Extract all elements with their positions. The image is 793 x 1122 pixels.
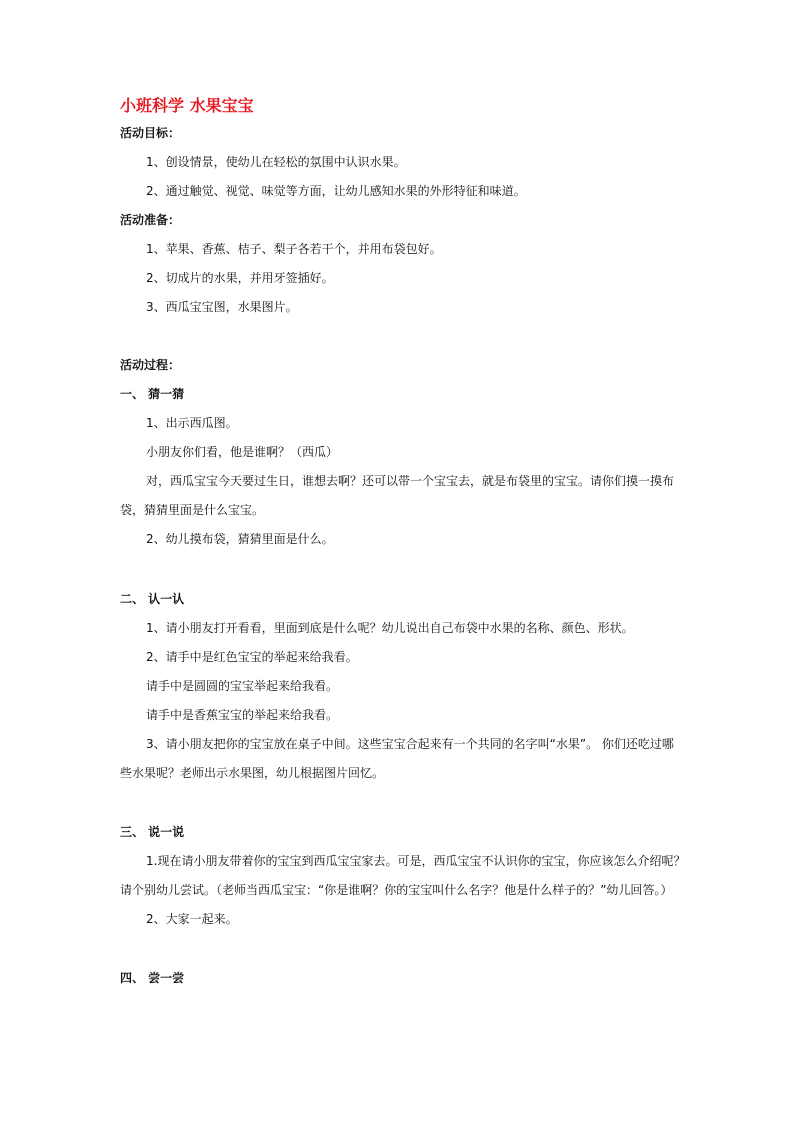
paragraph: 3、请小朋友把你的宝宝放在桌子中间。这些宝宝合起来有一个共同的名字叫“水果”。 你们还吃过哪 — [146, 737, 674, 751]
goals-heading: 活动目标： — [120, 126, 181, 140]
paragraph-continuation: 袋，猜猜里面是什么宝宝。 — [120, 503, 265, 517]
prep-heading: 活动准备： — [120, 213, 181, 227]
paragraph: 1.现在请小朋友带着你的宝宝到西瓜宝宝家去。可是，西瓜宝宝不认识你的宝宝，你应该怎么介绍呢？ — [146, 854, 686, 868]
paragraph: 请手中是圆圆的宝宝举起来给我看。 — [146, 679, 339, 693]
paragraph: 2、大家一起来。 — [146, 912, 238, 926]
page-title: 小班科学 水果宝宝 — [120, 96, 254, 115]
section-heading-guess: 一、 猜一猜 — [120, 387, 185, 401]
paragraph: 1、请小朋友打开看看，里面到底是什么呢？幼儿说出自己布袋中水果的名称、颜色、形状。 — [146, 621, 634, 635]
section-heading-recognize: 二、 认一认 — [120, 592, 185, 606]
prep-item: 1、苹果、香蕉、桔子、梨子各若干个，并用布袋包好。 — [146, 242, 442, 256]
prep-item: 2、切成片的水果，并用牙签插好。 — [146, 271, 334, 285]
goal-item: 1、创设情景，使幼儿在轻松的氛围中认识水果。 — [146, 155, 406, 169]
goal-item: 2、通过触觉、视觉、味觉等方面，让幼儿感知水果的外形特征和味道。 — [146, 184, 526, 198]
paragraph: 小朋友你们看，他是谁啊？（西瓜） — [146, 445, 339, 459]
paragraph-continuation: 请个别幼儿尝试。（老师当西瓜宝宝：“你是谁啊？你的宝宝叫什么名字？他是什么样子的？”幼儿回答。） — [120, 883, 673, 897]
section-heading-say: 三、 说一说 — [120, 825, 185, 839]
paragraph: 对，西瓜宝宝今天要过生日，谁想去啊？还可以带一个宝宝去，就是布袋里的宝宝。请你们摸一摸布 — [146, 474, 675, 488]
prep-item: 3、西瓜宝宝图，水果图片。 — [146, 300, 298, 314]
paragraph: 2、请手中是红色宝宝的举起来给我看。 — [146, 650, 358, 664]
paragraph: 1、出示西瓜图。 — [146, 416, 238, 430]
process-heading: 活动过程： — [120, 358, 181, 372]
paragraph: 请手中是香蕉宝宝的举起来给我看。 — [146, 708, 339, 722]
paragraph-continuation: 些水果呢？老师出示水果图，幼儿根据图片回忆。 — [120, 766, 385, 780]
section-heading-taste: 四、 尝一尝 — [120, 971, 185, 985]
paragraph: 2、幼儿摸布袋，猜猜里面是什么。 — [146, 532, 334, 546]
